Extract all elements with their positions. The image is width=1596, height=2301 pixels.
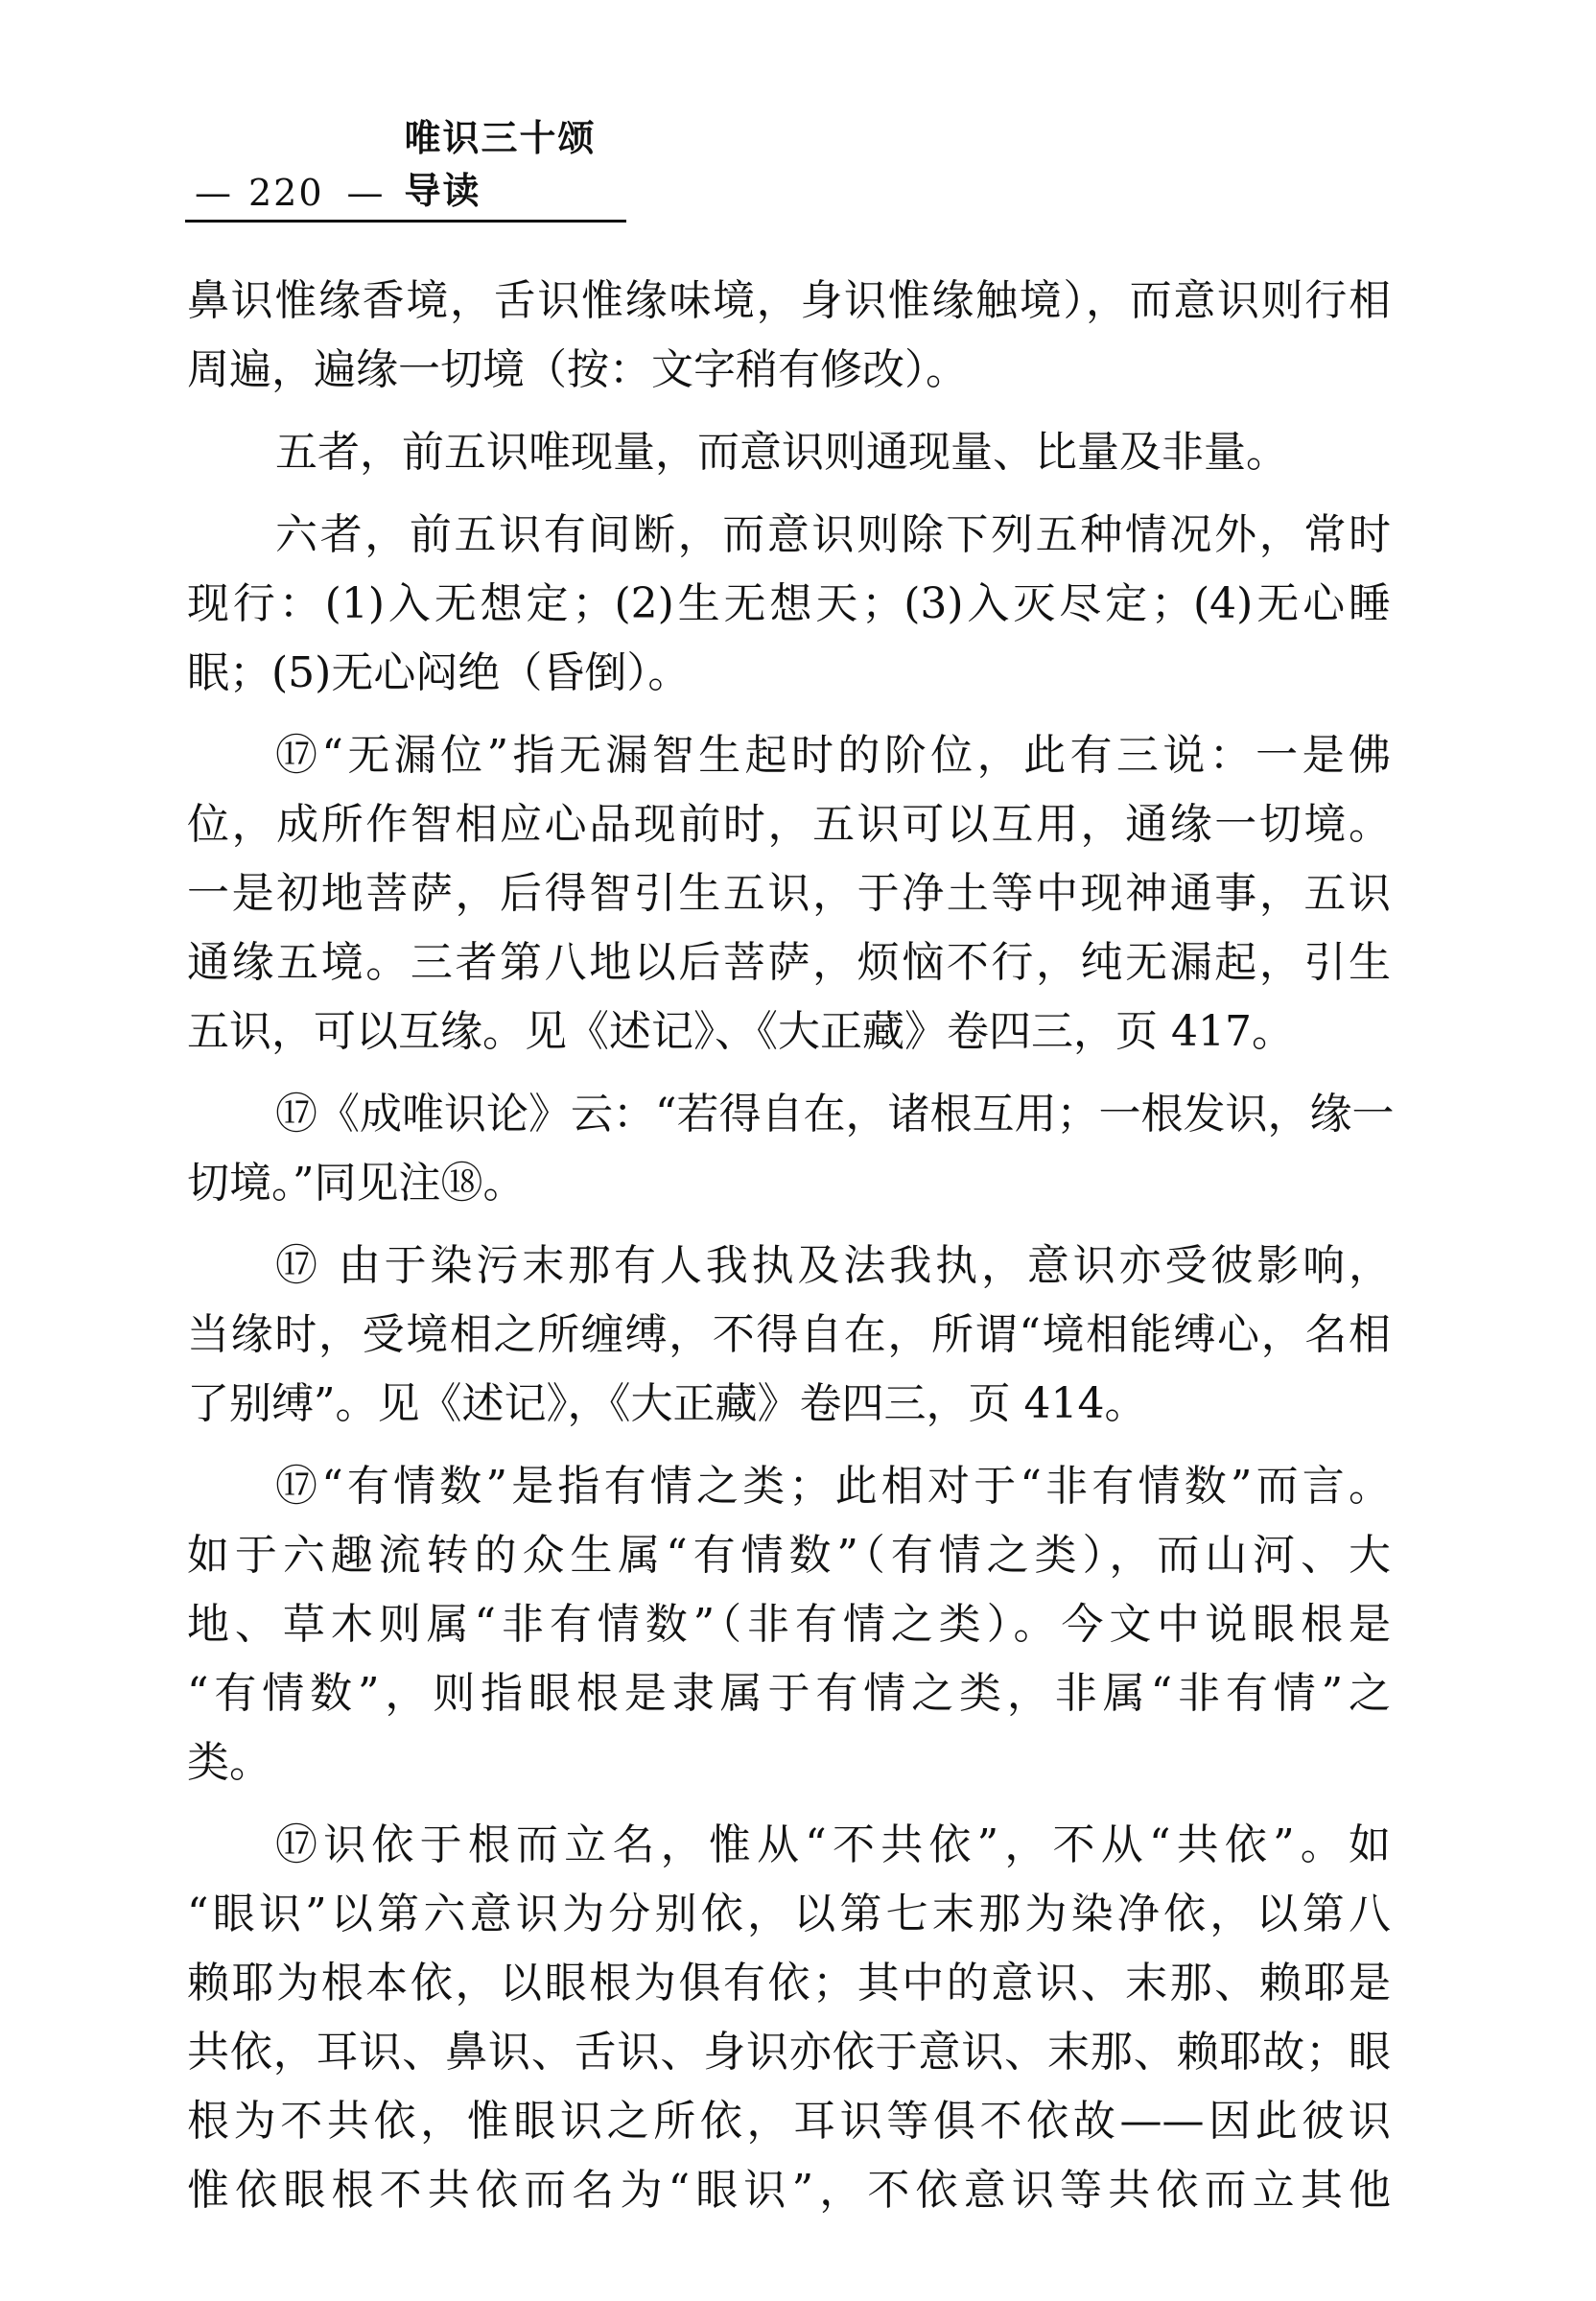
text-line: 类。 xyxy=(187,1738,271,1787)
text-line: 根为不共依，惟眼识之所依，耳识等俱不依故——因此彼识 xyxy=(187,2097,1391,2146)
text-line: 鼻识惟缘香境，舌识惟缘味境，身识惟缘触境），而意识则行相 xyxy=(187,276,1391,325)
text-line: 如于六趣流转的众生属“有情数”（有情之类），而山河、大 xyxy=(187,1531,1391,1580)
footnote-173: ⑰“有情数”是指有情之类；此相对于“非有情数”而言。 xyxy=(275,1462,1391,1511)
footnote-172: ⑰ 由于染污末那有人我执及法我执，意识亦受彼影响， xyxy=(275,1241,1391,1290)
text-line: “眼识”以第六意识为分别依，以第七末那为染净依，以第八 xyxy=(187,1890,1391,1938)
text-line: 位，成所作智相应心品现前时，五识可以互用，通缘一切境。 xyxy=(187,800,1391,849)
body-text xyxy=(187,267,1395,2225)
text-line: 周遍，遍缘一切境（按：文字稍有修改）。 xyxy=(187,345,968,394)
text-line: 切境。”同见注⑱。 xyxy=(187,1159,526,1208)
text-line: 六者，前五识有间断，而意识则除下列五种情况外，常时 xyxy=(275,510,1391,559)
text-line: 赖耶为根本依，以眼根为俱有依；其中的意识、末那、赖耶是 xyxy=(187,1959,1391,2008)
text-line: 了别缚”。见《述记》，《大正藏》卷四三，页 414。 xyxy=(187,1379,1147,1428)
book-title: 唯识三十颂导读 xyxy=(404,117,597,212)
footnote-174: ⑰识依于根而立名，惟从“不共依”，不从“共依”。如 xyxy=(275,1820,1391,1869)
text-line: 五识，可以互缘。见《述记》、《大正藏》卷四三，页 417。 xyxy=(187,1007,1294,1056)
text-line: 当缘时，受境相之所缠缚，不得自在，所谓“境相能缚心，名相 xyxy=(187,1310,1391,1359)
footnote-170: ⑰“无漏位”指无漏智生起时的阶位，此有三说：一是佛 xyxy=(275,731,1391,780)
text-line: 一是初地菩萨，后得智引生五识，于净土等中现神通事，五识 xyxy=(187,869,1391,918)
text-line: 现行：(1)入无想定；(2)生无想天；(3)入灭尽定；(4)无心睡 xyxy=(187,579,1391,628)
header-dash-left: — xyxy=(195,172,233,214)
text-line: 五者，前五识唯现量，而意识则通现量、比量及非量。 xyxy=(275,428,1288,477)
text-line: 通缘五境。三者第八地以后菩萨，烦恼不行，纯无漏起，引生 xyxy=(187,938,1391,987)
text-line: 惟依眼根不共依而名为“眼识”，不依意识等共依而立其他 xyxy=(187,2166,1391,2215)
header-dash-right: — xyxy=(346,172,386,214)
text-line: 共依，耳识、鼻识、舌识、身识亦依于意识、末那、赖耶故；眼 xyxy=(187,2028,1391,2077)
text-line: 眠；(5)无心闷绝（昏倒）。 xyxy=(187,648,691,697)
page-number: 220 xyxy=(248,172,324,214)
text-line: “有情数”，则指眼根是隶属于有情之类，非属“非有情”之 xyxy=(187,1669,1391,1718)
footnote-171: ⑰《成唯识论》云：“若得自在，诸根互用；一根发识，缘一 xyxy=(275,1090,1395,1139)
running-header xyxy=(185,117,626,223)
text-line: 地、草木则属“非有情数”（非有情之类）。今文中说眼根是 xyxy=(187,1600,1391,1649)
